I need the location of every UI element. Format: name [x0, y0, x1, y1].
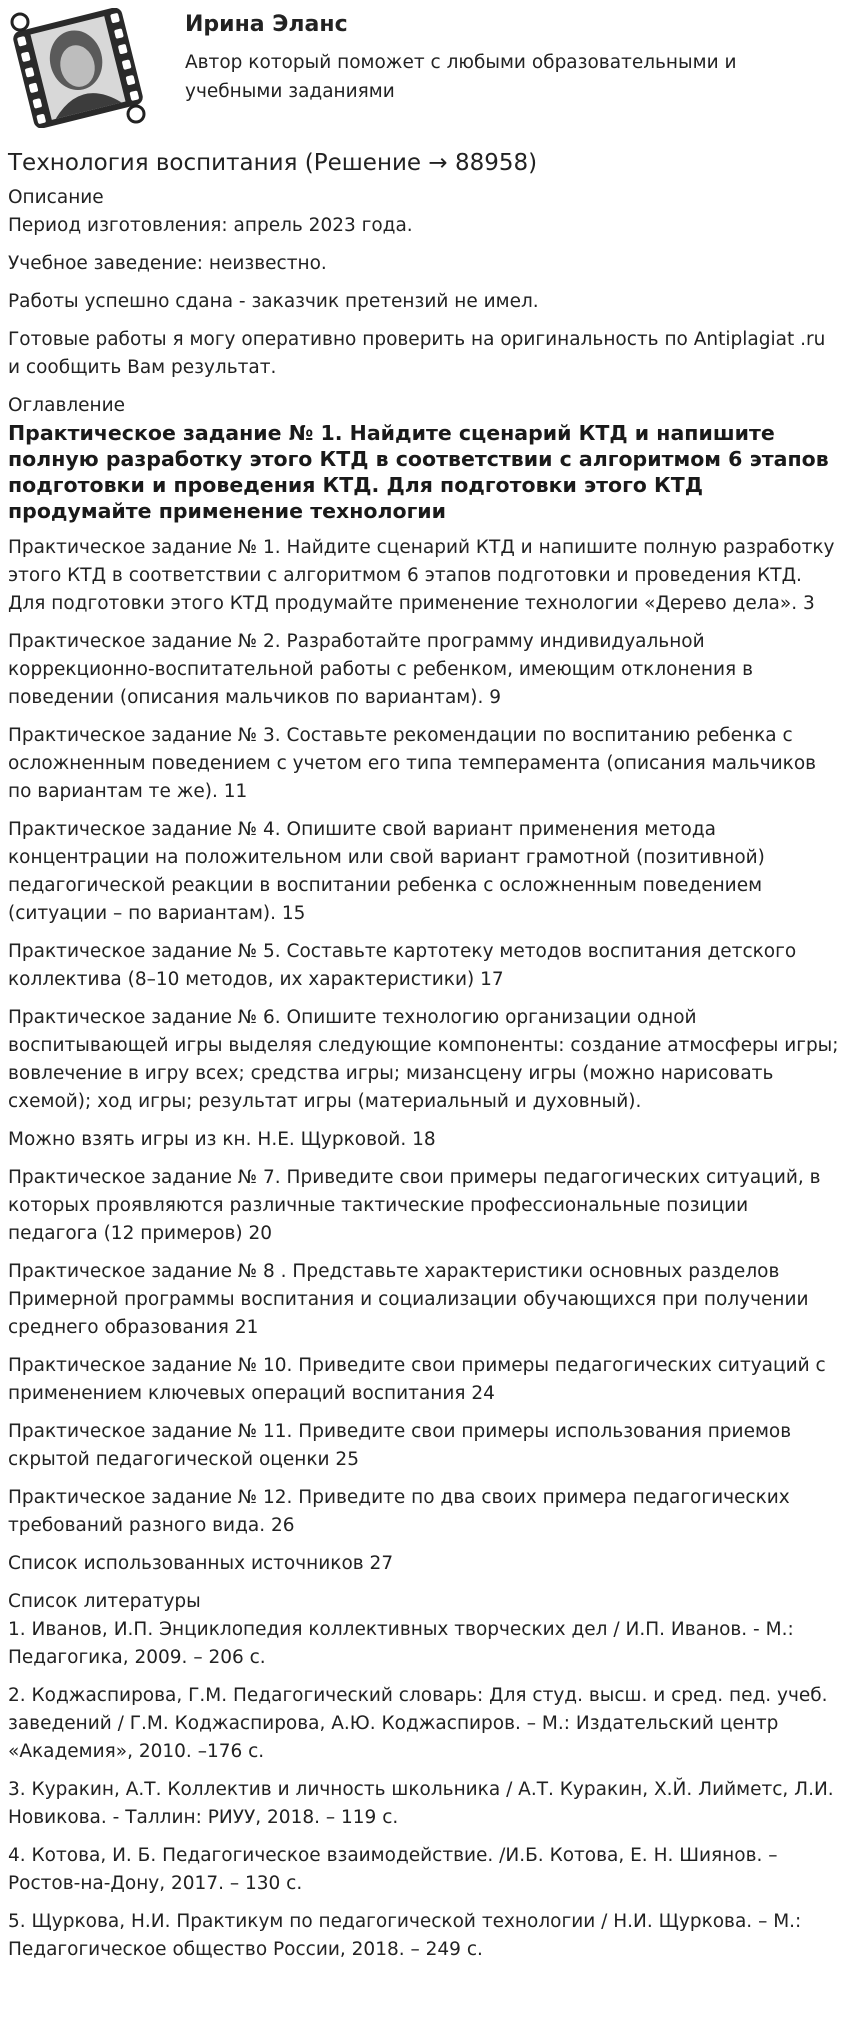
film-frame-avatar-icon: [8, 8, 148, 128]
toc-item: Список использованных источников 27: [8, 1553, 394, 1574]
literature-item: 4. Котова, И. Б. Педагогическое взаимодействие. /И.Б. Котова, Е. Н. Шиянов. – Ростов-на-Дону, 2017. – 130 с.: [8, 1845, 778, 1894]
toc-item: Практическое задание № 5. Составьте картотеку методов воспитания детского коллектива (8–10 методов, их характеристики) 17: [8, 941, 797, 990]
toc-list: [8, 534, 840, 1578]
toc-item: Практическое задание № 2. Разработайте программу индивидуальной коррекционно-воспитательной работы с ребенком, имеющим отклонения в поведении (описания мальчиков по вариантам). 9: [8, 631, 753, 708]
description-paragraph: Готовые работы я могу оперативно проверить на оригинальность по Antiplagiat .ru и сообщить Вам результат.: [8, 329, 826, 378]
description-section: [8, 212, 840, 382]
author-description: Автор который поможет с любыми образовательными и учебными заданиями: [185, 52, 737, 102]
toc-item: Практическое задание № 10. Приведите свои примеры педагогических ситуаций с применением ключевых операций воспитания 24: [8, 1355, 826, 1404]
toc-item: Практическое задание № 4. Опишите свой вариант применения метода концентрации на положительном или свой вариант грамотной (позитивной) педагогической реакции в воспитании ребенка с осложненным поведением (ситуации – по вариантам). 15: [8, 819, 765, 924]
description-paragraph: Учебное заведение: неизвестно.: [8, 253, 327, 274]
toc-item: Практическое задание № 8 . Представьте характеристики основных разделов Примерной программы воспитания и социализации обучающихся при получении среднего образования 21: [8, 1261, 809, 1338]
toc-item: Практическое задание № 6. Опишите технологию организации одной воспитывающей игры выделяя следующие компоненты: создание атмосферы игры; вовлечение в игру всех; средства игры; мизансцену игры (можно нарисовать схемой); ход игры; результат игры (материальный и духовный).: [8, 1007, 839, 1112]
literature-item: 3. Куракин, А.Т. Коллектив и личность школьника / А.Т. Куракин, Х.Й. Лийметс, Л.И. Новикова. - Таллин: РИУУ, 2018. – 119 с.: [8, 1779, 834, 1828]
literature-label: Список литературы: [8, 1591, 201, 1612]
description-paragraph: Период изготовления: апрель 2023 года.: [8, 215, 413, 236]
literature-item: 5. Щуркова, Н.И. Практикум по педагогической технологии / Н.И. Щуркова. – М.: Педагогическое общество России, 2018. – 249 с.: [8, 1911, 802, 1960]
description-label: Описание: [8, 187, 104, 208]
author-header: [0, 0, 847, 140]
literature-item: 1. Иванов, И.П. Энциклопедия коллективных творческих дел / И.П. Иванов. - М.: Педагогика, 2009. – 206 с.: [8, 1619, 794, 1668]
toc-item: Практическое задание № 1. Найдите сценарий КТД и напишите полную разработку этого КТД в соответствии с алгоритмом 6 этапов подготовки и проведения КТД. Для подготовки этого КТД продумайте применение технологии «Дерево дела». 3: [8, 537, 835, 614]
avatar[interactable]: [8, 8, 148, 128]
toc-item: Практическое задание № 11. Приведите свои примеры использования приемов скрытой педагогической оценки 25: [8, 1421, 792, 1470]
document-title: Технология воспитания (Решение → 88958): [8, 150, 538, 176]
literature-list: [8, 1616, 840, 1964]
description-paragraph: Работы успешно сдана - заказчик претензий не имел.: [8, 291, 539, 312]
toc-item: Практическое задание № 12. Приведите по два своих примера педагогических требований разного вида. 26: [8, 1487, 790, 1536]
toc-item: Практическое задание № 3. Составьте рекомендации по воспитанию ребенка с осложненным поведением с учетом его типа темперамента (описания мальчиков по вариантам те же). 11: [8, 725, 817, 802]
toc-item: Можно взять игры из кн. Н.Е. Щурковой. 18: [8, 1129, 436, 1150]
toc-heading: Практическое задание № 1. Найдите сценарий КТД и напишите полную разработку этого КТД в соответствии с алгоритмом 6 этапов подготовки и проведения КТД. Для подготовки этого КТД продумайте применение технологии: [8, 421, 829, 523]
author-name[interactable]: Ирина Эланс: [185, 12, 348, 37]
document-content: [8, 146, 840, 1974]
toc-item: Практическое задание № 7. Приведите свои примеры педагогических ситуаций, в которых проявляются различные тактические профессиональные позиции педагога (12 примеров) 20: [8, 1167, 821, 1244]
literature-item: 2. Коджаспирова, Г.М. Педагогический словарь: Для студ. высш. и сред. пед. учеб. заведений / Г.М. Коджаспирова, А.Ю. Коджаспиров. – М.: Издательский центр «Академия», 2010. –176 с.: [8, 1685, 828, 1762]
toc-label: Оглавление: [8, 395, 126, 416]
